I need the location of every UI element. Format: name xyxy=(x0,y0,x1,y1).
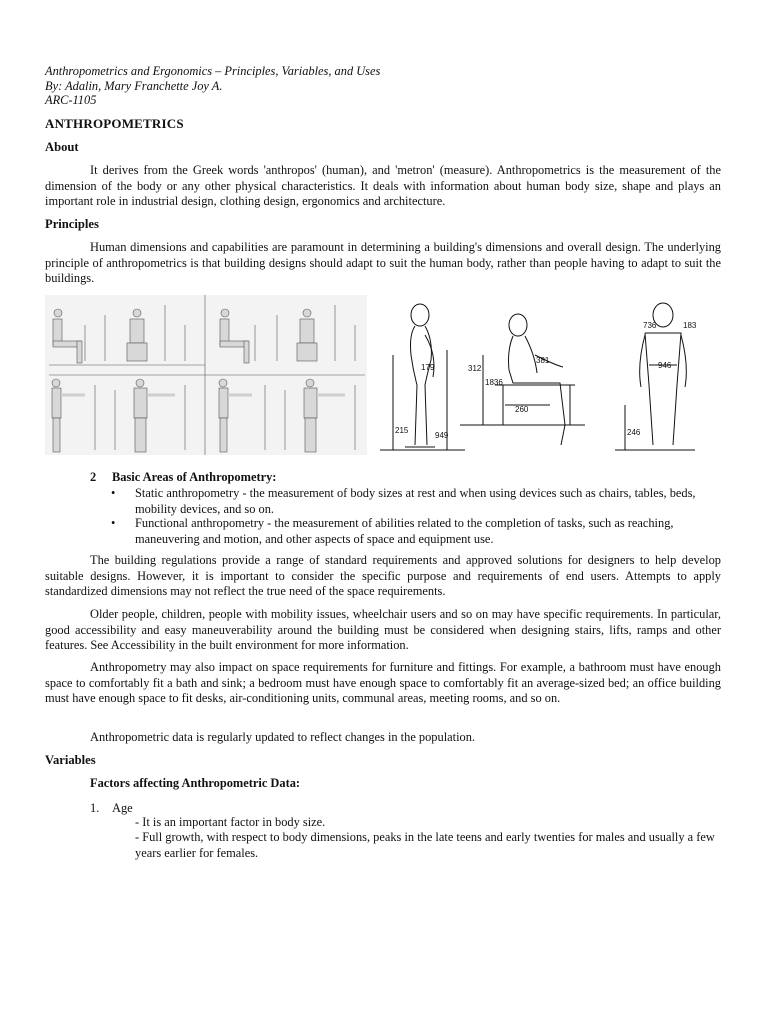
list-item: • Functional anthropometry - the measurement of abilities related to the completion of tasks, such as reaching, maneuvering and motion, and other aspects of space and equipment use. xyxy=(111,516,674,546)
figure-label: 946 xyxy=(658,361,672,370)
list-item: • Static anthropometry - the measurement of body sizes at rest and when using devices such as chairs, tables, beds, mobility devices, and so on. xyxy=(111,486,696,516)
about-paragraph: It derives from the Greek words 'anthropos' (human), and 'metron' (measure). Anthropometrics is the measurement of the dimension of the body or any other physical characteristics. It deals with information about human body size, shape and plays an important role in industrial design, clothing design, ergonomics and architecture. xyxy=(45,163,721,208)
figure-label: 183 xyxy=(683,321,697,330)
figure-label: 1836 xyxy=(485,378,503,387)
principles-heading: Principles xyxy=(45,217,99,231)
basic-areas-heading: 2 Basic Areas of Anthropometry: xyxy=(90,470,277,484)
figure-label: 215 xyxy=(395,426,409,435)
age-subpoint: - It is an important factor in body size. xyxy=(135,815,326,829)
principles-paragraph: Human dimensions and capabilities are paramount in determining a building's dimensions and overall design. The underlying principle of anthropometrics is that building designs should adapt to suit the human body, rather than people having to adapt to suit the buildings. xyxy=(45,240,721,285)
figure-label: 312 xyxy=(468,364,482,373)
header-author: By: Adalin, Mary Franchette Joy A. xyxy=(45,78,223,93)
header-course: ARC-1105 xyxy=(45,93,97,107)
about-heading: About xyxy=(45,140,79,154)
body-paragraph: Anthropometry may also impact on space requirements for furniture and fittings. For example, a bathroom must have enough space to comfortably fit a bath and sink; a bedroom must have enough space to comfortably fit an average-sized bed; an office building must have enough space to fit desks, air-conditioning units, communal areas, meeting rooms, and so on. xyxy=(45,660,721,705)
figure-label: 949 xyxy=(435,431,449,440)
body-paragraph: Older people, children, people with mobility issues, wheelchair users and so on may have specific requirements. In particular, good accessibility and easy maneuverability around the building must be considered when designing stairs, lifts, ramps and other features. See Accessibility in the built environment for more information. xyxy=(45,607,721,652)
document-header xyxy=(45,64,380,108)
figure-label: 736 xyxy=(643,321,657,330)
variables-heading: Variables xyxy=(45,753,96,767)
main-title: ANTHROPOMETRICS xyxy=(45,116,184,131)
list-item-age: 1. Age xyxy=(90,801,133,815)
factors-heading: Factors affecting Anthropometric Data: xyxy=(90,776,301,790)
body-paragraph: The building regulations provide a range of standard requirements and approved solutions for designers to help develop suitable designs. However, it is important to consider the specific purpose and requirements of end users. Attempts to apply standardized dimensions may not reflect the true need of the space requirements. xyxy=(45,553,721,598)
figure-label: 381 xyxy=(536,356,550,365)
body-paragraph: Anthropometric data is regularly updated to reflect changes in the population. xyxy=(90,730,476,744)
figure-label: 260 xyxy=(515,405,529,414)
header-title: Anthropometrics and Ergonomics – Principles, Variables, and Uses xyxy=(45,64,381,78)
human-figure-drawings xyxy=(375,295,725,455)
age-subpoint: - Full growth, with respect to body dimensions, peaks in the late teens and early twenties for males and usually a few years earlier for females. xyxy=(135,830,715,860)
figure-label: 246 xyxy=(627,428,641,437)
anthropometric-chart-figure xyxy=(45,295,367,455)
figure-label: 179 xyxy=(421,363,435,372)
